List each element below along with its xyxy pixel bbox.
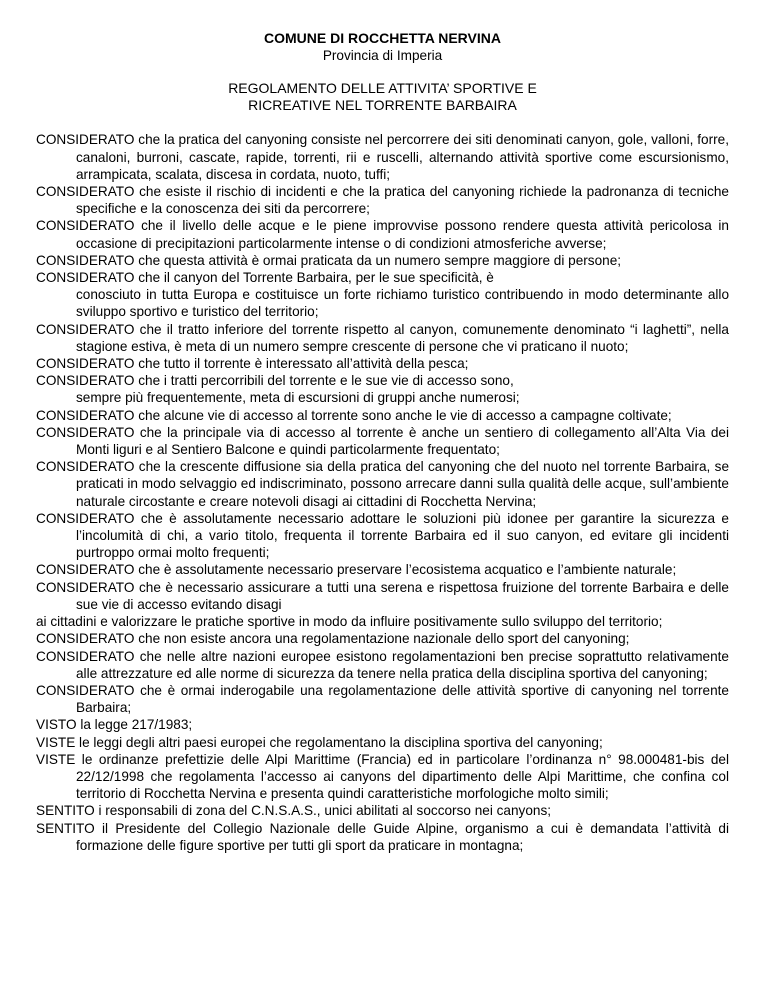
paragraph-considerato-6: CONSIDERATO che il tratto inferiore del torrente rispetto al canyon, comunemente denominato “i laghetti”, nella stagione estiva, è meta di un numero sempre crescente di persone che vi praticano il nuoto; [36,321,729,354]
document-header [36,30,729,114]
paragraph-viste-2: VISTE le ordinanze prefettizie delle Alpi Marittime (Francia) ed in particolare l’ordinanza n° 98.000481-bis del 22/12/1998 che regolamenta l’accesso ai canyons del dipartimento delle Alpi Marittime, che confina col territorio di Rocchetta Nervina e presenta quindi caratteristiche morfologiche molto simili; [36,751,729,802]
paragraph-considerato-12: CONSIDERATO che è assolutamente necessario adottare le soluzioni più idonee per garantire la sicurezza e l’incolumità di chi, a vario titolo, frequenta il torrente Barbaira ed il suo canyon, ed evitare gli incidenti purtroppo ormai molto frequenti; [36,510,729,561]
paragraph-considerato-1: CONSIDERATO che la pratica del canyoning consiste nel percorrere dei siti denominati canyon, gole, valloni, forre, canaloni, burroni, cascate, rapide, torrenti, rii e ruscelli, alternando attività sportive come escursionismo, arrampicata, scalata, discesa in cordata, nuoto, tuffi; [36,132,729,182]
paragraph-considerato-3: CONSIDERATO che il livello delle acque e le piene improvvise possono rendere questa attività pericolosa in occasione di precipitazioni particolarmente intense o di condizioni atmosferiche avverse; [36,218,729,251]
paragraph-considerato-16: CONSIDERATO che nelle altre nazioni europee esistono regolamentazioni ben precise soprattutto relativamente alle attrezzature ed alle norme di sicurezza da tenere nella pratica della disciplina sportiva del canyoning; [36,648,729,681]
municipality-title: COMUNE DI ROCCHETTA NERVINA [264,30,501,46]
paragraph-visto-1: VISTO la legge 217/1983; [36,717,193,733]
regulation-title [36,80,729,114]
paragraph-continuation-8: sempre più frequentemente, meta di escursioni di gruppi anche numerosi; [76,390,520,406]
paragraph-considerato-2: CONSIDERATO che esiste il rischio di incidenti e che la pratica del canyoning richiede la padronanza di tecniche specifiche e la conoscenza dei siti da percorrere; [36,184,729,217]
paragraph-considerato-14: CONSIDERATO che è necessario assicurare a tutti una serena e rispettosa fruizione del torrente Barbaira e delle sue vie di accesso evitando disagi [36,579,729,612]
province-subtitle: Provincia di Imperia [322,48,443,64]
paragraph-considerato-13: CONSIDERATO che è assolutamente necessario preservare l’ecosistema acquatico e l’ambiente naturale; [36,562,677,578]
document-body [36,131,729,854]
paragraph-sentito-2: SENTITO il Presidente del Collegio Nazionale delle Guide Alpine, organismo a cui è demandata l’attività di formazione delle figure sportive per tutti gli sport da praticare in montagna; [36,820,729,853]
paragraph-considerato-4: CONSIDERATO che questa attività è ormai praticata da un numero sempre maggiore di persone; [36,252,622,268]
paragraph-considerato-17: CONSIDERATO che è ormai inderogabile una regolamentazione delle attività sportive di canyoning nel torrente Barbaira; [36,682,729,716]
paragraph-considerato-15: CONSIDERATO che non esiste ancora una regolamentazione nazionale dello sport del canyoning; [36,631,630,647]
paragraph-considerato-5: CONSIDERATO che il canyon del Torrente Barbaira, per le sue specificità, è [36,270,494,286]
paragraph-considerato-9: CONSIDERATO che alcune vie di accesso al torrente sono anche le vie di accesso a campagne coltivate; [36,407,672,423]
paragraph-continuation-14: ai cittadini e valorizzare le pratiche sportive in modo da influire positivamente sullo sviluppo del territorio; [36,614,663,630]
regulation-title-line-1: REGOLAMENTO DELLE ATTIVITA’ SPORTIVE E [228,80,537,97]
paragraph-continuation-5: conosciuto in tutta Europa e costituisce un forte richiamo turistico contribuendo in modo determinante allo sviluppo sportivo e turistico del territorio; [76,287,729,320]
paragraph-sentito-1: SENTITO i responsabili di zona del C.N.S.A.S., unici abilitati al soccorso nei canyons; [36,803,552,819]
regulation-title-line-2: RICREATIVE NEL TORRENTE BARBAIRA [248,97,517,114]
paragraph-considerato-10: CONSIDERATO che la principale via di accesso al torrente è anche un sentiero di collegamento all’Alta Via dei Monti liguri e al Sentiero Balcone e quindi particolarmente frequentato; [36,424,729,458]
paragraph-considerato-11: CONSIDERATO che la crescente diffusione sia della pratica del canyoning che del nuoto nel torrente Barbaira, se praticati in modo selvaggio ed indiscriminato, possono arrecare danni sulla qualità delle acque, sull’ambiente naturale circostante e creare notevoli disagi ai cittadini di Rocchetta Nervina; [36,459,729,509]
paragraph-considerato-7: CONSIDERATO che tutto il torrente è interessato all’attività della pesca; [36,356,469,372]
paragraph-considerato-8: CONSIDERATO che i tratti percorribili del torrente e le sue vie di accesso sono, [36,373,514,389]
paragraph-viste-1: VISTE le leggi degli altri paesi europei che regolamentano la disciplina sportiva del canyoning; [36,734,603,750]
